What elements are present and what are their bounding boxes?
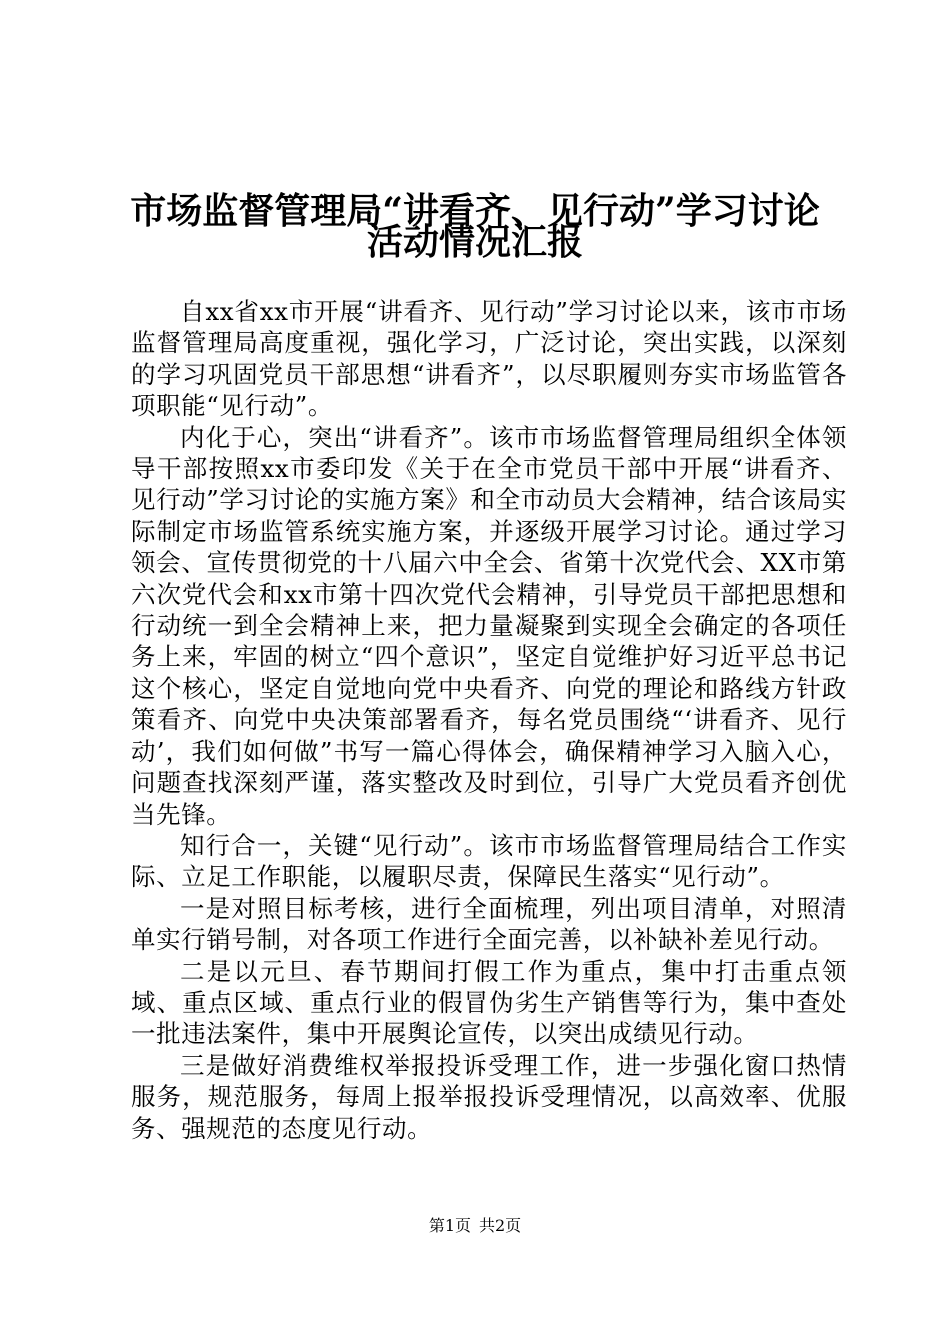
paragraph-action: 知行合一，关键“见行动”。该市市场监督管理局结合工作实际、立足工作职能，以履职尽责，保障民生落实“见行动”。 [131,830,847,892]
page-number-total: 共2页 [479,1216,522,1235]
paragraph-intro: 自xx省xx市开展“讲看齐、见行动”学习讨论以来，该市市场监督管理局高度重视，强化学习，广泛讨论，突出实践，以深刻的学习巩固党员干部思想“讲看齐”，以尽职履则夯实市场监管各项职能“见行动”。 [131,297,847,421]
page-number-current: 第1页 [428,1216,471,1235]
document-body [131,296,847,1144]
document-title-line1: 市场监督管理局“讲看齐、见行动”学习讨论 [130,190,820,232]
document-title-line2: 活动情况汇报 [366,221,583,263]
paragraph-point-three: 三是做好消费维权举报投诉受理工作，进一步强化窗口热情服务，规范服务，每周上报举报投诉受理情况，以高效率、优服务、强规范的态度见行动。 [131,1050,847,1143]
page-footer [0,1216,950,1236]
paragraph-point-one: 一是对照目标考核，进行全面梳理，列出项目清单，对照清单实行销号制，对各项工作进行全面完善，以补缺补差见行动。 [131,893,847,955]
paragraph-internalize: 内化于心，突出“讲看齐”。该市市场监督管理局组织全体领导干部按照xx市委印发《关于在全市党员干部中开展“讲看齐、见行动”学习讨论的实施方案》和全市动员大会精神，结合该局实际制定市场监管系统实施方案，并逐级开展学习讨论。通过学习领会、宣传贯彻党的十八届六中全会、省第十次党代会、XX市第六次党代会和xx市第十四次党代会精神，引导党员干部把思想和行动统一到全会精神上来，把力量凝聚到实现全会确定的各项任务上来，牢固的树立“四个意识”，坚定自觉维护好习近平总书记这个核心，坚定自觉地向党中央看齐、向党的理论和路线方针政策看齐、向党中央决策部署看齐，每名党员围绕“‘讲看齐、见行动’，我们如何做”书写一篇心得体会，确保精神学习入脑入心，问题查找深刻严谨，落实整改及时到位，引导广大党员看齐创优当先锋。 [131,422,847,829]
paragraph-point-two: 二是以元旦、春节期间打假工作为重点，集中打击重点领域、重点区域、重点行业的假冒伪劣生产销售等行为，集中查处一批违法案件，集中开展舆论宣传，以突出成绩见行动。 [131,956,847,1049]
